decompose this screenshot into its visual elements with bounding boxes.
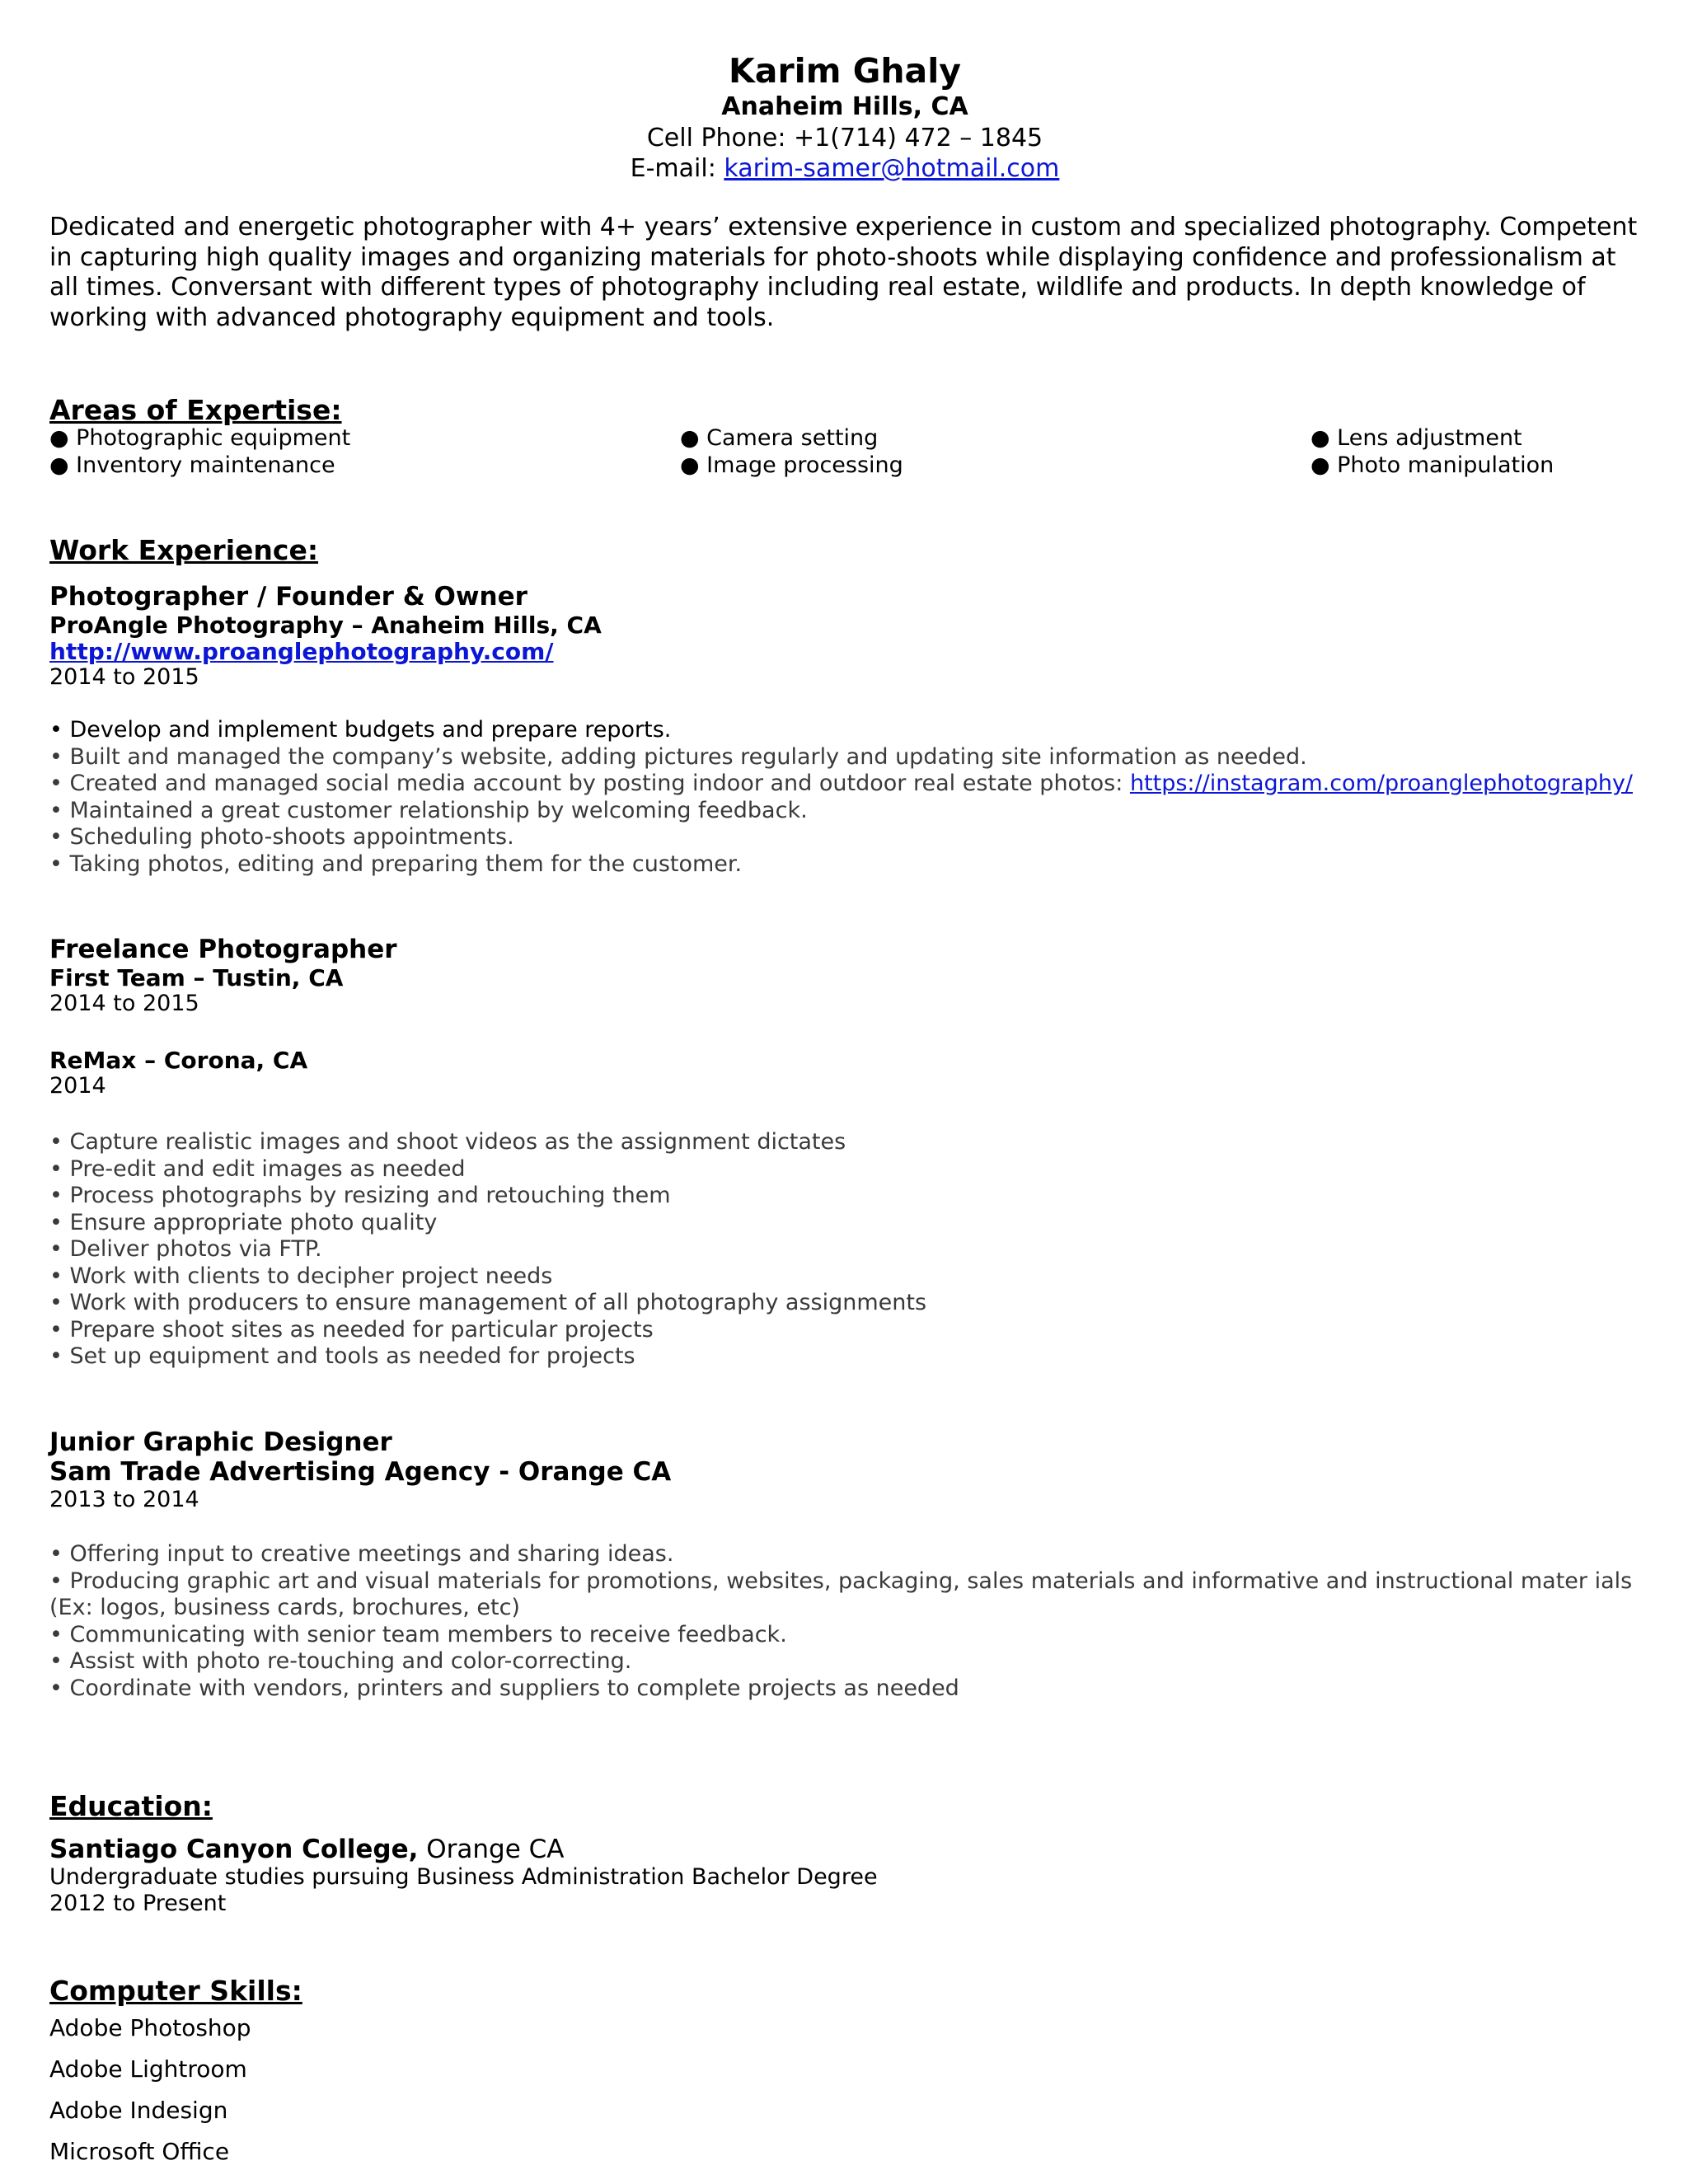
education-dates: 2012 to Present xyxy=(49,1891,227,1916)
job-title: Junior Graphic Designer xyxy=(49,1427,392,1457)
expertise-column-1 xyxy=(49,425,350,479)
list-item: • Ensure appropriate photo quality xyxy=(49,1209,438,1235)
skill-item: Adobe Photoshop xyxy=(49,2014,251,2041)
skill-item: Adobe Indesign xyxy=(49,2097,228,2124)
list-item: • Work with producers to ensure management of all photography assignments xyxy=(49,1290,927,1315)
list-item: • Maintained a great customer relationship by welcoming feedback. xyxy=(49,797,808,823)
list-item: • Develop and implement budgets and prepare reports. xyxy=(49,717,672,743)
job-company: Sam Trade Advertising Agency - Orange CA xyxy=(49,1457,672,1487)
expertise-item: ● Image processing xyxy=(680,452,903,478)
list-item: (Ex: logos, business cards, brochures, etc) xyxy=(49,1595,520,1620)
list-item: • Set up equipment and tools as needed for projects xyxy=(49,1343,635,1369)
list-item: • Producing graphic art and visual materials for promotions, websites, packaging, sales materials and informative and instructional mater ials xyxy=(49,1568,1633,1594)
list-item: • Communicating with senior team members to receive feedback. xyxy=(49,1621,787,1647)
candidate-email-line xyxy=(49,154,1640,183)
job-title: Photographer / Founder & Owner xyxy=(49,582,528,612)
list-item: • Scheduling photo-shoots appointments. xyxy=(49,824,514,850)
candidate-phone: Cell Phone: +1(714) 472 – 1845 xyxy=(646,124,1043,152)
job-duties-list xyxy=(49,717,1633,878)
job-company: ProAngle Photography – Anaheim Hills, CA xyxy=(49,612,602,639)
expertise-item: ● Camera setting xyxy=(680,425,879,451)
skill-item: Adobe Lightroom xyxy=(49,2055,247,2083)
list-item: • Capture realistic images and shoot videos as the assignment dictates xyxy=(49,1129,846,1155)
computer-skills-heading: Computer Skills: xyxy=(49,1975,302,2007)
expertise-item: ● Lens adjustment xyxy=(1311,425,1522,451)
school-line xyxy=(49,1835,565,1864)
professional-summary: Dedicated and energetic photographer with 4+ years’ extensive experience in custom and specialized photography. Competent in capturing high quality images and organizing materials for photo-shoots while displaying confidence and professionalism at all times. Conversant with different types of photography including real estate, wildlife and products. In depth knowledge of working with advanced photography equipment and tools. xyxy=(49,213,1638,332)
job-title: Freelance Photographer xyxy=(49,935,397,964)
education-program: Undergraduate studies pursuing Business Administration Bachelor Degree xyxy=(49,1864,878,1890)
expertise-heading: Areas of Expertise: xyxy=(49,394,342,426)
instagram-link[interactable]: https://instagram.com/proanglephotography/ xyxy=(1129,771,1634,796)
list-item: • Assist with photo re-touching and color-correcting. xyxy=(49,1648,632,1674)
education-heading: Education: xyxy=(49,1790,213,1822)
skill-item: Microsoft Office xyxy=(49,2138,230,2165)
job-duties-list xyxy=(49,1129,926,1371)
expertise-column-3 xyxy=(1311,425,1554,479)
job-company: First Team – Tustin, CA xyxy=(49,964,344,991)
expertise-item: ● Photo manipulation xyxy=(1311,452,1554,478)
email-label: E-mail: xyxy=(630,154,716,183)
list-item: • Work with clients to decipher project needs xyxy=(49,1263,553,1289)
school-location: Orange CA xyxy=(418,1835,565,1864)
skills-list xyxy=(49,2008,251,2172)
candidate-location: Anaheim Hills, CA xyxy=(721,92,968,121)
job-duties-list xyxy=(49,1541,1632,1702)
list-item: • Deliver photos via FTP. xyxy=(49,1236,322,1262)
work-experience-heading: Work Experience: xyxy=(49,534,319,566)
list-item: • Process photographs by resizing and retouching them xyxy=(49,1183,671,1208)
list-item: • Taking photos, editing and preparing them for the customer. xyxy=(49,851,743,877)
job-company: ReMax – Corona, CA xyxy=(49,1047,308,1074)
job-dates: 2014 to 2015 xyxy=(49,991,199,1016)
company-website-link[interactable]: http://www.proanglephotography.com/ xyxy=(49,638,554,665)
expertise-item: ● Photographic equipment xyxy=(49,425,351,451)
expertise-item: ● Inventory maintenance xyxy=(49,452,335,478)
list-item: • Pre-edit and edit images as needed xyxy=(49,1155,466,1182)
list-item: • Offering input to creative meetings and sharing ideas. xyxy=(49,1541,674,1567)
job-dates: 2014 to 2015 xyxy=(49,664,199,690)
list-item: • Coordinate with vendors, printers and suppliers to complete projects as needed xyxy=(49,1675,959,1701)
school-name: Santiago Canyon College, xyxy=(49,1835,419,1864)
list-item: • Built and managed the company’s website, adding pictures regularly and updating site information as needed. xyxy=(49,743,1307,770)
social-media-text: • Created and managed social media account by posting indoor and outdoor real estate photos: xyxy=(49,771,1130,796)
expertise-column-2 xyxy=(680,425,903,479)
job-dates: 2013 to 2014 xyxy=(49,1487,199,1512)
list-item: • Prepare shoot sites as needed for particular projects xyxy=(49,1316,654,1343)
job-dates: 2014 xyxy=(49,1073,106,1099)
candidate-name: Karim Ghaly xyxy=(729,51,961,91)
list-item xyxy=(49,771,1633,798)
email-link[interactable]: karim-samer@hotmail.com xyxy=(724,154,1060,183)
